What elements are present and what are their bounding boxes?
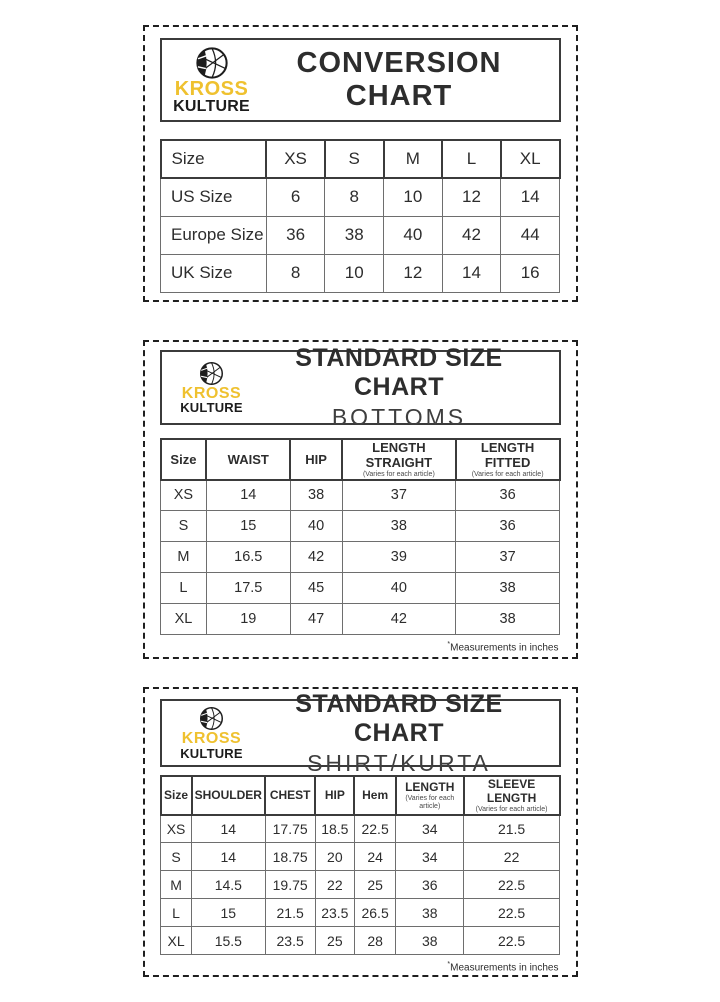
shirt-kurta-size-chart-panel (143, 687, 578, 977)
panel-titles (250, 344, 549, 431)
cell: 38 (456, 604, 560, 635)
row-label: XS (161, 815, 192, 843)
table-row-xs (161, 815, 560, 843)
column-header-m: M (384, 140, 443, 178)
cell: 36 (266, 216, 325, 254)
row-label: US Size (161, 178, 267, 216)
cell: 37 (342, 480, 456, 511)
cell: 14 (192, 815, 265, 843)
row-label: S (161, 843, 192, 871)
brand-kross-text: KROSS (181, 730, 242, 748)
cell: 26.5 (354, 899, 395, 927)
column-header-s: S (325, 140, 384, 178)
cell: 12 (384, 254, 443, 292)
bottoms-chart-header (160, 344, 561, 430)
column-header-xs: XS (266, 140, 325, 178)
cell: 14 (501, 178, 560, 216)
cell: 42 (342, 604, 456, 635)
brand-kross-text: KROSS (181, 384, 242, 402)
cell: 19.75 (265, 871, 315, 899)
cell: 22 (315, 871, 354, 899)
column-label: LENGTH FITTED (480, 440, 535, 470)
column-header-sleeve-length (464, 776, 560, 815)
row-label: XL (161, 604, 207, 635)
cell: 47 (290, 604, 342, 635)
cell: 15 (192, 899, 265, 927)
column-note: (Varies for each article) (362, 471, 435, 478)
cell: 14 (192, 843, 265, 871)
table-row-uk-size (161, 254, 560, 292)
cell: 22.5 (354, 815, 395, 843)
measurements-footnote (160, 641, 561, 653)
conversion-table (160, 139, 561, 293)
column-header-l: L (442, 140, 501, 178)
cell: 40 (384, 216, 443, 254)
cell: 23.5 (265, 927, 315, 955)
cell: 34 (396, 815, 464, 843)
row-label: UK Size (161, 254, 267, 292)
shirt-chart-subtitle: SHIRT/KURTA (307, 749, 491, 776)
column-header-length-straight (342, 439, 456, 480)
panel-titles (250, 47, 549, 113)
cell: 25 (315, 927, 354, 955)
cell: 38 (290, 480, 342, 511)
bottoms-table (160, 438, 561, 635)
cell: 14 (206, 480, 290, 511)
cell: 34 (396, 843, 464, 871)
column-header-size: Size (161, 776, 192, 815)
brand-kulture-text: KULTURE (180, 745, 243, 761)
cell: 38 (396, 927, 464, 955)
shirt-header-row (161, 776, 560, 815)
row-label: L (161, 573, 207, 604)
brand-logo (174, 361, 250, 414)
cell: 14 (442, 254, 501, 292)
column-header-hem: Hem (354, 776, 395, 815)
cell: 6 (266, 178, 325, 216)
cell: 18.75 (265, 843, 315, 871)
conversion-header-row (161, 140, 560, 178)
footnote-asterisk: * (447, 641, 451, 649)
bottoms-chart-title: STANDARD SIZE CHART (295, 344, 503, 401)
footnote-text: Measurements in inches (450, 642, 559, 654)
cell: 20 (315, 843, 354, 871)
cell: 18.5 (315, 815, 354, 843)
table-row-s (161, 843, 560, 871)
cell: 22.5 (464, 899, 560, 927)
column-note: (Varies for each article) (471, 471, 544, 478)
cell: 37 (456, 542, 560, 573)
panel-titles (250, 690, 549, 777)
column-header-size: Size (161, 140, 267, 178)
footnote-asterisk: * (447, 961, 451, 969)
column-header-xl: XL (501, 140, 560, 178)
footnote-text: Measurements in inches (450, 962, 559, 974)
cell: 22 (464, 843, 560, 871)
brand-kulture-text: KULTURE (180, 400, 243, 416)
column-header-chest: CHEST (265, 776, 315, 815)
cell: 17.75 (265, 815, 315, 843)
row-label: M (161, 542, 207, 573)
cell: 36 (456, 480, 560, 511)
conversion-chart-panel (143, 25, 578, 302)
brand-logo (174, 46, 250, 115)
column-header-length (396, 776, 464, 815)
table-row-us-size (161, 178, 560, 216)
cell: 10 (384, 178, 443, 216)
cell: 24 (354, 843, 395, 871)
column-label: SLEEVE LENGTH (486, 777, 537, 805)
cell: 38 (342, 511, 456, 542)
column-header-size: Size (161, 439, 207, 480)
cell: 22.5 (464, 871, 560, 899)
bottoms-size-chart-panel (143, 340, 578, 659)
column-note: (Varies for each article) (405, 795, 455, 810)
basketball-icon (195, 46, 229, 80)
column-note: (Varies for each article) (475, 806, 548, 813)
column-label: LENGTH STRAIGHT (365, 440, 433, 470)
cell: 38 (396, 899, 464, 927)
measurements-footnote (160, 961, 561, 973)
column-header-waist: WAIST (206, 439, 290, 480)
cell: 10 (325, 254, 384, 292)
cell: 16.5 (206, 542, 290, 573)
cell: 42 (442, 216, 501, 254)
cell: 36 (396, 871, 464, 899)
cell: 36 (456, 511, 560, 542)
table-row-xl (161, 604, 560, 635)
cell: 40 (342, 573, 456, 604)
table-row-m (161, 871, 560, 899)
bottoms-header-row (161, 439, 560, 480)
cell: 14.5 (192, 871, 265, 899)
row-label: S (161, 511, 207, 542)
cell: 15 (206, 511, 290, 542)
cell: 21.5 (265, 899, 315, 927)
cell: 45 (290, 573, 342, 604)
row-label: M (161, 871, 192, 899)
cell: 22.5 (464, 927, 560, 955)
row-label: XS (161, 480, 207, 511)
cell: 19 (206, 604, 290, 635)
shirt-chart-title: STANDARD SIZE CHART (295, 689, 503, 747)
row-label: Europe Size (161, 216, 267, 254)
cell: 40 (290, 511, 342, 542)
table-row-s (161, 511, 560, 542)
table-row-xs (161, 480, 560, 511)
column-header-length-fitted (456, 439, 560, 480)
cell: 38 (325, 216, 384, 254)
cell: 15.5 (192, 927, 265, 955)
shirt-chart-header (160, 689, 561, 776)
table-row-xl (161, 927, 560, 955)
shirt-kurta-table (160, 775, 561, 955)
cell: 42 (290, 542, 342, 573)
cell: 16 (501, 254, 560, 292)
cell: 17.5 (206, 573, 290, 604)
basketball-icon (199, 361, 224, 386)
table-row-l (161, 899, 560, 927)
row-label: XL (161, 927, 192, 955)
conversion-chart-header (160, 38, 561, 122)
basketball-icon (199, 706, 224, 731)
conversion-chart-title: CONVERSION CHART (296, 47, 502, 112)
size-chart-page (0, 25, 720, 1002)
cell: 25 (354, 871, 395, 899)
table-row-m (161, 542, 560, 573)
column-header-shoulder: SHOULDER (192, 776, 265, 815)
row-label: L (161, 899, 192, 927)
column-label: LENGTH (405, 780, 455, 795)
column-header-hip: HIP (315, 776, 354, 815)
cell: 28 (354, 927, 395, 955)
cell: 38 (456, 573, 560, 604)
cell: 12 (442, 178, 501, 216)
column-header-hip: HIP (290, 439, 342, 480)
cell: 44 (501, 216, 560, 254)
cell: 8 (325, 178, 384, 216)
table-row-l (161, 573, 560, 604)
cell: 21.5 (464, 815, 560, 843)
table-row-europe-size (161, 216, 560, 254)
cell: 23.5 (315, 899, 354, 927)
cell: 39 (342, 542, 456, 573)
brand-kulture-text: KULTURE (173, 97, 250, 115)
bottoms-chart-subtitle: BOTTOMS (331, 404, 467, 430)
cell: 8 (266, 254, 325, 292)
brand-logo (174, 706, 250, 759)
brand-kross-text: KROSS (174, 77, 249, 100)
